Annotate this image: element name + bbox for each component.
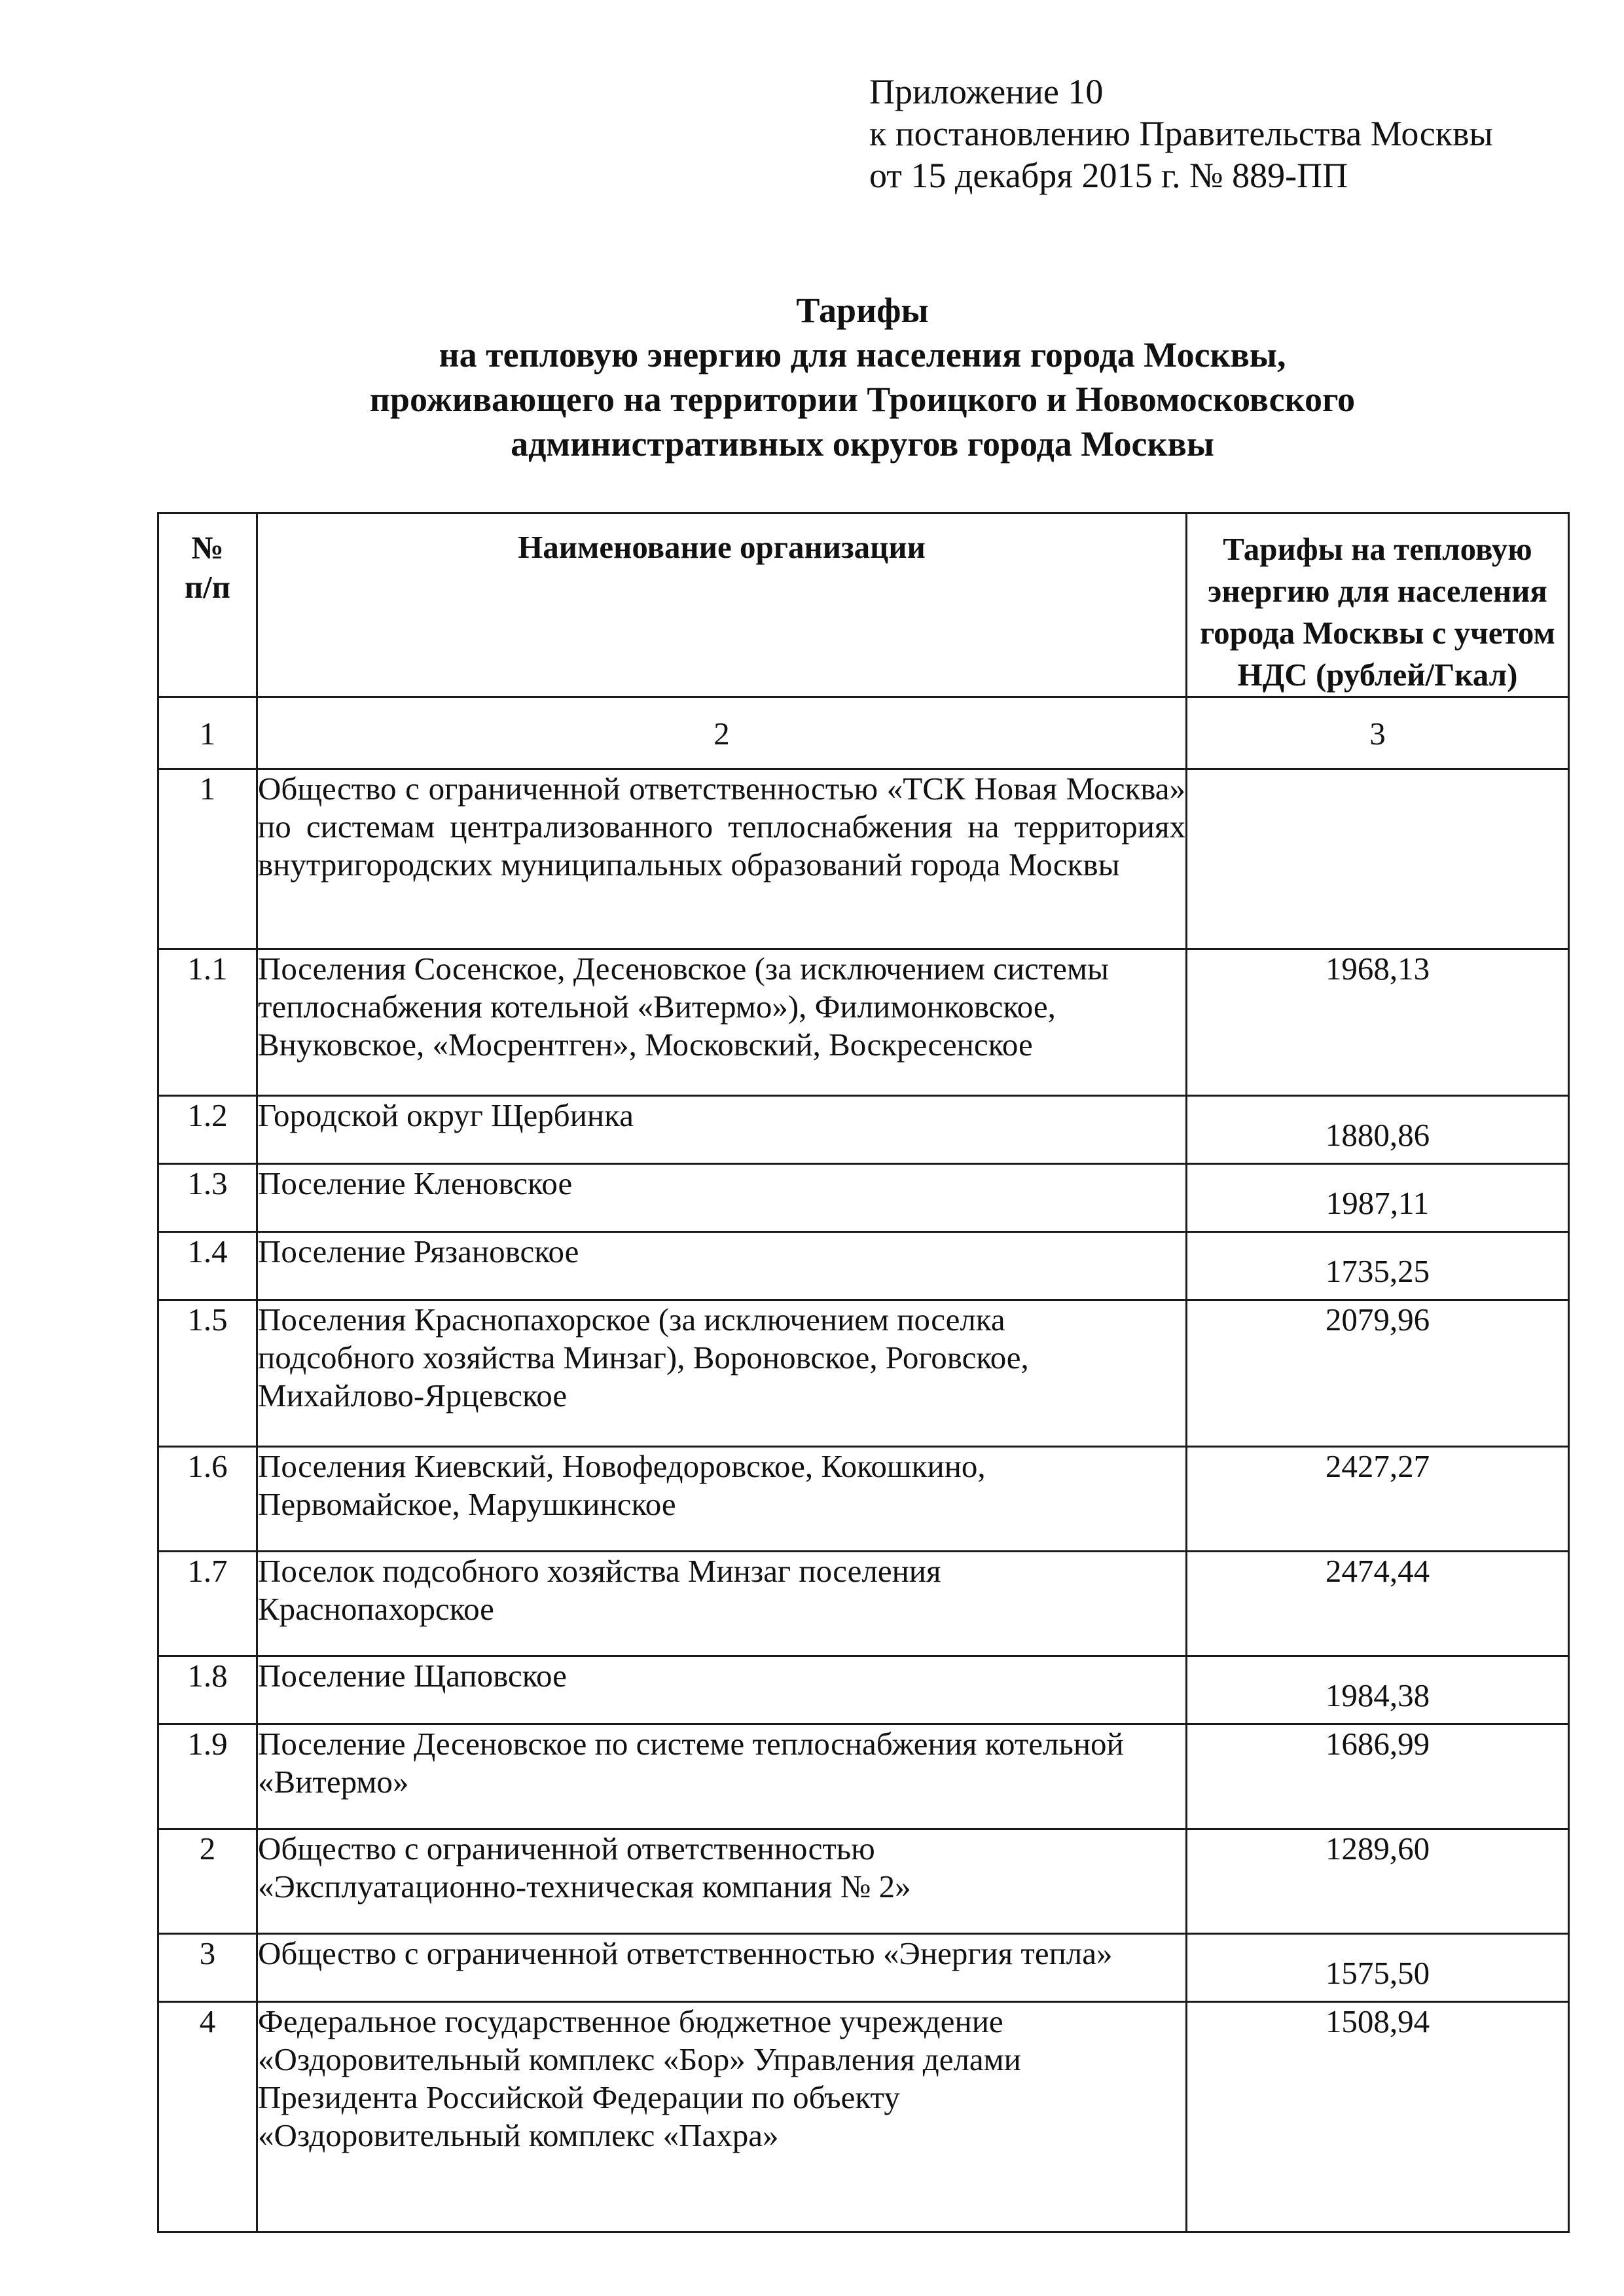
header-tariff [1187, 513, 1569, 697]
organization-name [257, 1829, 1187, 1934]
table-row [158, 1724, 1569, 1829]
title-line-1: Тарифы [796, 291, 929, 330]
annex-number: Приложение 10 [869, 72, 1104, 111]
header-tariff-line-1: Тарифы на тепловую [1223, 531, 1532, 567]
header-tariff-line-2: энергию для населения [1208, 573, 1547, 609]
organization-name-line: «Витермо» [258, 1764, 409, 1800]
tariff-value: 2474,44 [1187, 1552, 1569, 1656]
organization-name [257, 1300, 1187, 1447]
header-organization [257, 513, 1187, 697]
tariffs-table [157, 512, 1570, 2233]
annex-reference: к постановлению Правительства Москвы [869, 114, 1493, 153]
organization-name-line: теплоснабжения котельной «Витермо»), Филимонковское, [258, 989, 1056, 1025]
organization-name-line: Федеральное государственное бюджетное учреждение [258, 2003, 1003, 2039]
table-row [158, 1934, 1569, 2002]
tariff-value: 1880,86 [1187, 1096, 1569, 1164]
table-row [158, 2002, 1569, 2232]
table-row [158, 1447, 1569, 1552]
annex-header [869, 71, 1493, 196]
tariff-value: 2427,27 [1187, 1447, 1569, 1552]
organization-name-line: «Оздоровительный комплекс «Бор» Управления делами [258, 2041, 1021, 2077]
organization-name-line: Краснопахорское [258, 1591, 494, 1627]
title-line-3: проживающего на территории Троицкого и Новомосковского [369, 380, 1356, 419]
organization-name-line: подсобного хозяйства Минзаг), Вороновское, Роговское, [258, 1339, 1029, 1376]
row-number: 1.1 [158, 949, 257, 1096]
table-row [158, 1232, 1569, 1300]
table-row [158, 1096, 1569, 1164]
organization-name: Общество с ограниченной ответственностью «Энергия тепла» [257, 1934, 1187, 2002]
organization-name: Поселение Рязановское [257, 1232, 1187, 1300]
organization-name [257, 1724, 1187, 1829]
organization-name-line: Общество с ограниченной ответственностью [258, 1831, 875, 1867]
organization-name-line: Поселение Десеновское по системе теплоснабжения котельной [258, 1726, 1124, 1762]
organization-name-line: Первомайское, Марушкинское [258, 1486, 676, 1522]
row-number: 1.8 [158, 1656, 257, 1724]
header-tariff-line-3: города Москвы с учетом [1200, 615, 1555, 651]
organization-name: Поселение Щаповское [257, 1656, 1187, 1724]
organization-name-line: Президента Российской Федерации по объекту [258, 2079, 900, 2115]
organization-name-line: Внуковское, «Мосрентген», Московский, Воскресенское [258, 1027, 1033, 1063]
row-number: 1.2 [158, 1096, 257, 1164]
organization-name-line: Поселок подсобного хозяйства Минзаг поселения [258, 1553, 941, 1589]
organization-name-line: Михайлово-Ярцевское [258, 1377, 568, 1413]
tariff-value: 1289,60 [1187, 1829, 1569, 1934]
row-number: 1.4 [158, 1232, 257, 1300]
tariff-value: 1508,94 [1187, 2002, 1569, 2232]
organization-name-line: Поселения Краснопахорское (за исключением поселка [258, 1302, 1005, 1338]
column-index: 1 [158, 697, 257, 769]
header-number [158, 513, 257, 697]
organization-name [257, 1552, 1187, 1656]
tariff-value: 2079,96 [1187, 1300, 1569, 1447]
document-title [157, 288, 1568, 466]
organization-name [257, 1447, 1187, 1552]
header-tariff-line-4: НДС (рублей/Гкал) [1237, 657, 1518, 693]
row-number: 1.3 [158, 1164, 257, 1232]
organization-name-line: Поселения Сосенское, Десеновское (за исключением системы [258, 951, 1109, 987]
organization-name-line: Поселения Киевский, Новофедоровское, Кокошкино, [258, 1448, 986, 1484]
organization-name: Поселение Кленовское [257, 1164, 1187, 1232]
table-row [158, 949, 1569, 1096]
header-number-line-1: № [191, 530, 224, 566]
organization-name [257, 949, 1187, 1096]
organization-name-line: «Эксплуатационно-техническая компания № 2» [258, 1868, 911, 1904]
table-header-row [158, 513, 1569, 697]
header-number-line-2: п/п [184, 569, 231, 605]
tariff-value: 1575,50 [1187, 1934, 1569, 2002]
row-number: 1.9 [158, 1724, 257, 1829]
organization-name: Городской округ Щербинка [257, 1096, 1187, 1164]
tariff-value: 1984,38 [1187, 1656, 1569, 1724]
title-line-2: на тепловую энергию для населения города Москвы, [439, 335, 1286, 374]
title-line-4: административных округов города Москвы [511, 424, 1214, 464]
table-row [158, 769, 1569, 949]
table-row [158, 1552, 1569, 1656]
row-number: 2 [158, 1829, 257, 1934]
table-row [158, 1164, 1569, 1232]
organization-name-line: «Оздоровительный комплекс «Пахра» [258, 2117, 779, 2153]
table-row [158, 1829, 1569, 1934]
annex-date: от 15 декабря 2015 г. № 889-ПП [869, 156, 1348, 195]
header-organization-label: Наименование организации [518, 529, 926, 565]
row-number: 4 [158, 2002, 257, 2232]
row-number: 3 [158, 1934, 257, 2002]
column-index-row [158, 697, 1569, 769]
row-number: 1.7 [158, 1552, 257, 1656]
column-index: 3 [1187, 697, 1569, 769]
organization-name [257, 2002, 1187, 2232]
row-number: 1.5 [158, 1300, 257, 1447]
organization-name: Общество с ограниченной ответственностью «ТСК Новая Москва» по системам централизованного теплоснабжения на территориях внутригородских муниципальных образований города Москвы [257, 769, 1187, 949]
table-row [158, 1300, 1569, 1447]
tariff-value: 1686,99 [1187, 1724, 1569, 1829]
table-row [158, 1656, 1569, 1724]
tariff-value: 1735,25 [1187, 1232, 1569, 1300]
tariff-value: 1987,11 [1187, 1164, 1569, 1232]
row-number: 1.6 [158, 1447, 257, 1552]
row-number: 1 [158, 769, 257, 949]
tariff-value [1187, 769, 1569, 949]
tariff-value: 1968,13 [1187, 949, 1569, 1096]
column-index: 2 [257, 697, 1187, 769]
